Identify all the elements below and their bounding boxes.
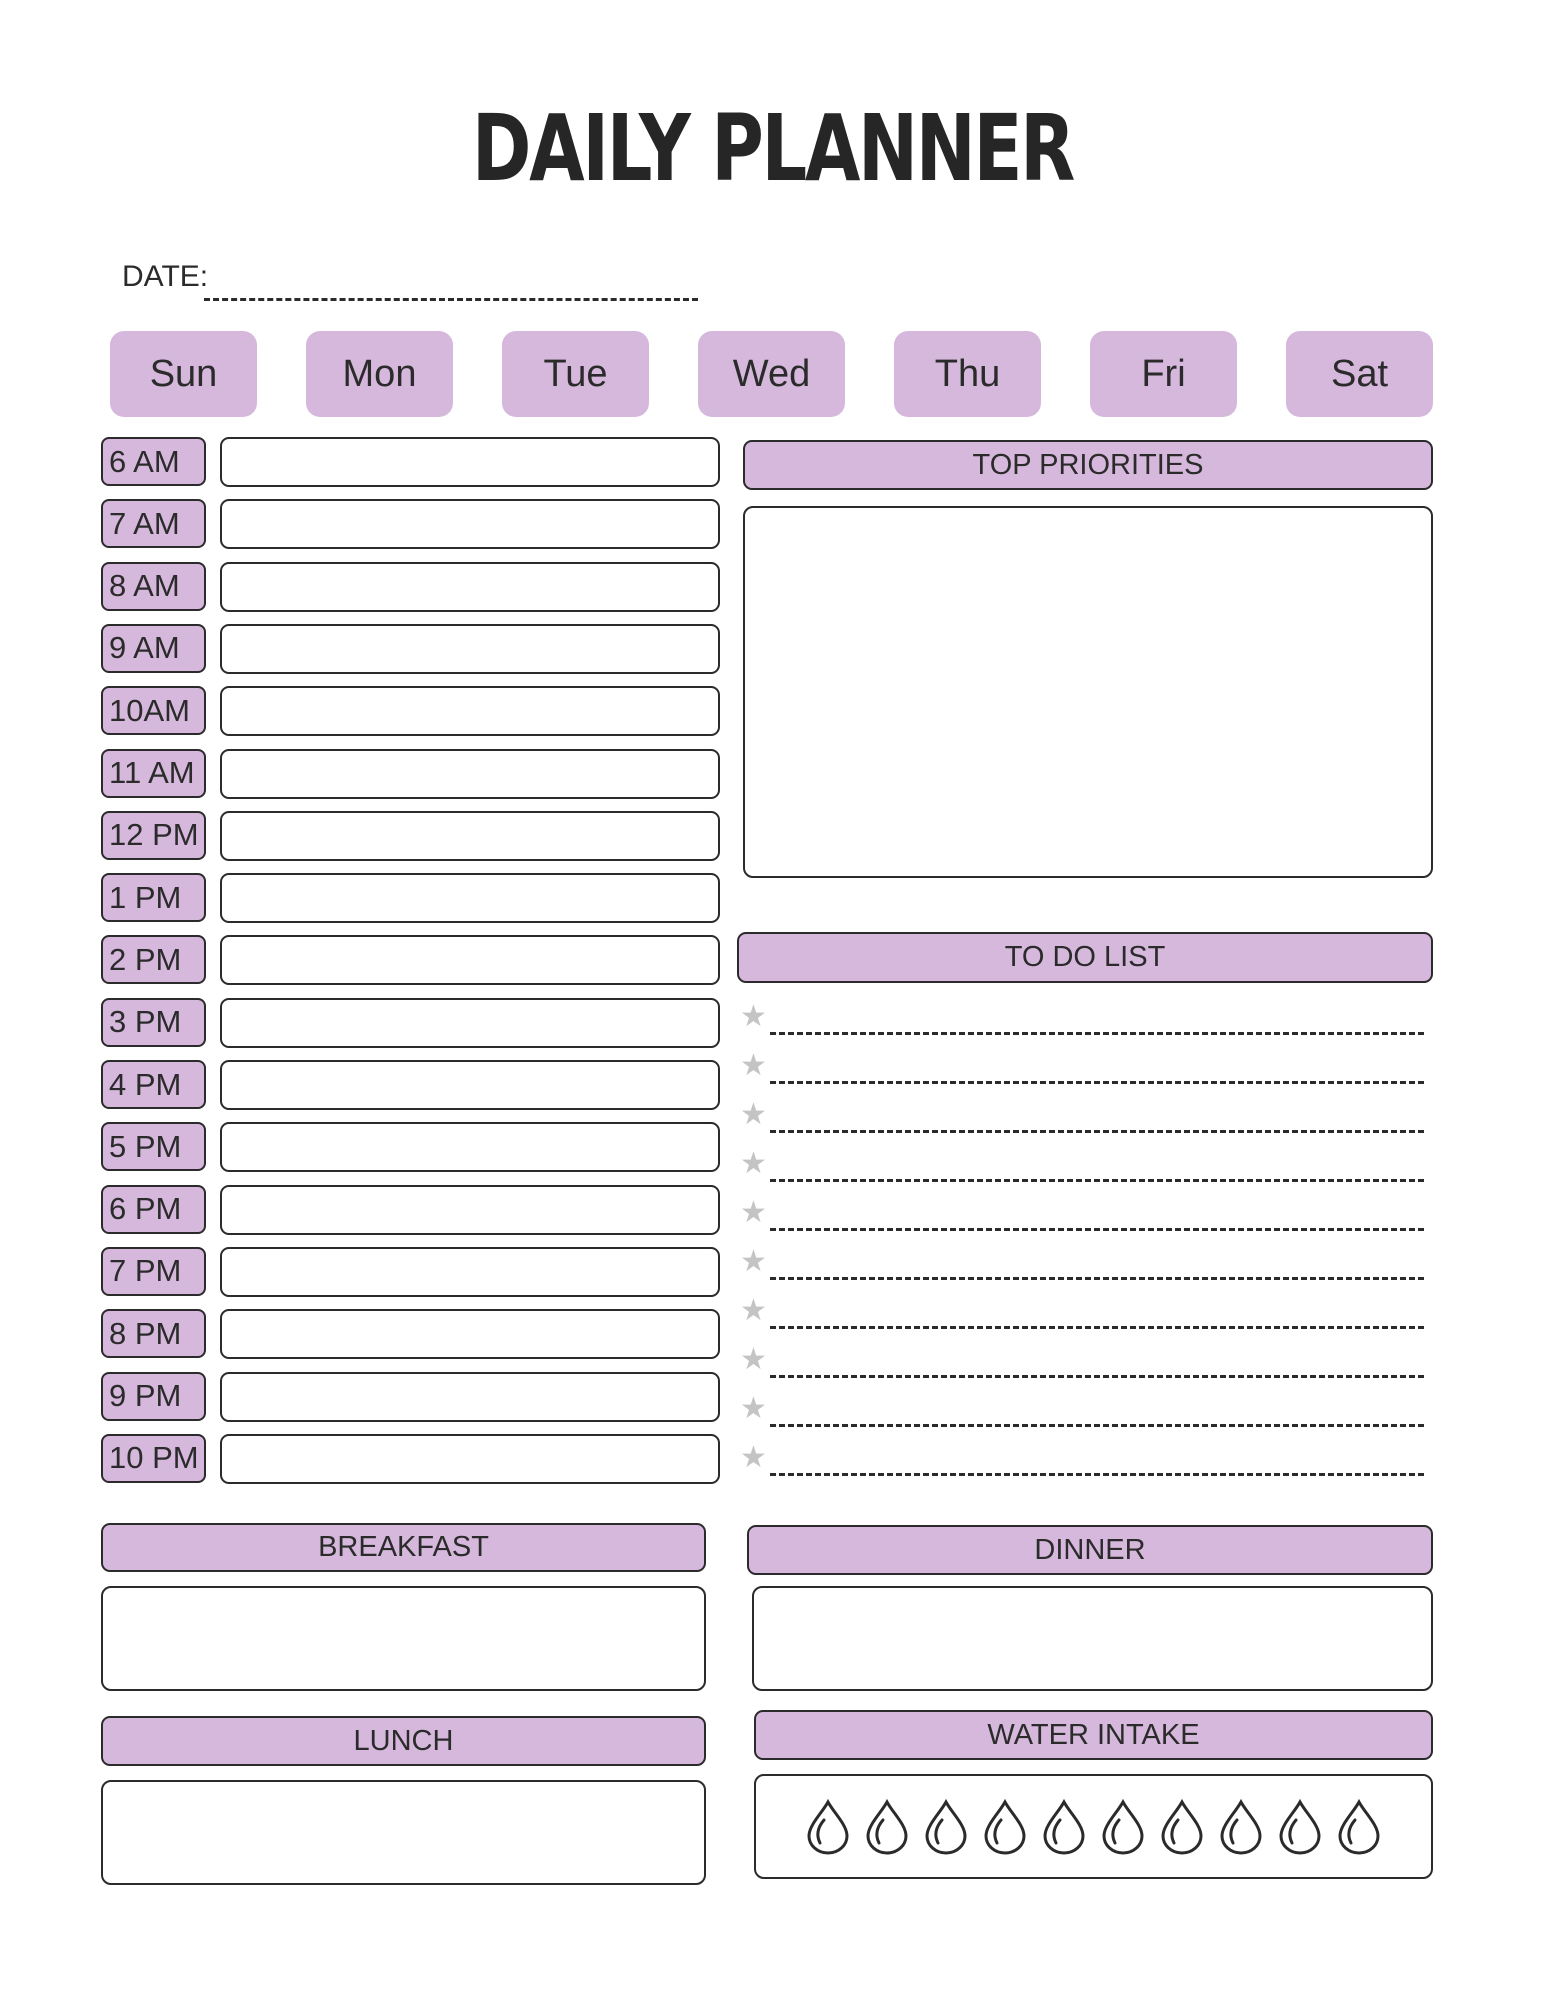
time-label: 5 PM: [101, 1122, 206, 1171]
star-icon: ★: [740, 1294, 767, 1327]
water-drop-icon[interactable]: [804, 1799, 852, 1855]
time-slot-input[interactable]: [220, 1060, 720, 1110]
star-icon: ★: [740, 1147, 767, 1180]
water-intake-header: [754, 1710, 1433, 1760]
dinner-title: DINNER: [1034, 1533, 1146, 1566]
star-icon: ★: [740, 1098, 767, 1131]
time-label: 8 AM: [101, 562, 206, 611]
day-wed-button[interactable]: Wed: [698, 331, 845, 417]
star-icon: ★: [740, 1196, 767, 1229]
water-intake-tracker: [754, 1774, 1433, 1879]
day-tue-button[interactable]: Tue: [502, 331, 649, 417]
time-slot-input[interactable]: [220, 1372, 720, 1422]
time-label: 1 PM: [101, 873, 206, 922]
water-drop-icon[interactable]: [922, 1799, 970, 1855]
time-slot-input[interactable]: [220, 437, 720, 487]
breakfast-box[interactable]: [101, 1586, 706, 1691]
dinner-box[interactable]: [752, 1586, 1433, 1691]
water-drop-icon[interactable]: [863, 1799, 911, 1855]
time-label: 8 PM: [101, 1309, 206, 1358]
time-label: 4 PM: [101, 1060, 206, 1109]
time-slot-input[interactable]: [220, 811, 720, 861]
todo-item-line[interactable]: [770, 1424, 1424, 1427]
breakfast-header: [101, 1523, 706, 1572]
star-icon: ★: [740, 1441, 767, 1474]
todo-item-line[interactable]: [770, 1277, 1424, 1280]
time-label: 11 AM: [101, 749, 206, 798]
lunch-title: LUNCH: [353, 1724, 454, 1757]
water-drop-icon[interactable]: [1276, 1799, 1324, 1855]
day-sun-button[interactable]: Sun: [110, 331, 257, 417]
lunch-header: [101, 1716, 706, 1766]
water-drop-icon[interactable]: [1158, 1799, 1206, 1855]
time-slot-input[interactable]: [220, 1122, 720, 1172]
water-drop-icon[interactable]: [1099, 1799, 1147, 1855]
day-thu-button[interactable]: Thu: [894, 331, 1041, 417]
time-label: 7 PM: [101, 1247, 206, 1296]
time-label: 12 PM: [101, 811, 206, 860]
todo-item-line[interactable]: [770, 1473, 1424, 1476]
top-priorities-title: TOP PRIORITIES: [972, 448, 1204, 481]
water-drop-icon[interactable]: [981, 1799, 1029, 1855]
todo-item-line[interactable]: [770, 1032, 1424, 1035]
time-label: 7 AM: [101, 499, 206, 548]
time-slot-input[interactable]: [220, 1434, 720, 1484]
dinner-header: [747, 1525, 1433, 1575]
time-label: 9 AM: [101, 624, 206, 673]
time-label: 9 PM: [101, 1372, 206, 1421]
time-slot-input[interactable]: [220, 624, 720, 674]
star-icon: ★: [740, 1392, 767, 1425]
page-title: DAILY PLANNER: [471, 95, 1074, 202]
time-label: 10AM: [101, 686, 206, 735]
date-field[interactable]: [204, 298, 698, 301]
time-slot-input[interactable]: [220, 935, 720, 985]
time-slot-input[interactable]: [220, 873, 720, 923]
star-icon: ★: [740, 1049, 767, 1082]
star-icon: ★: [740, 1245, 767, 1278]
time-slot-input[interactable]: [220, 749, 720, 799]
day-mon-button[interactable]: Mon: [306, 331, 453, 417]
water-drop-icon[interactable]: [1217, 1799, 1265, 1855]
top-priorities-box[interactable]: [743, 506, 1433, 878]
todo-title: TO DO LIST: [1004, 941, 1166, 973]
water-intake-title: WATER INTAKE: [987, 1718, 1200, 1751]
time-slot-input[interactable]: [220, 1185, 720, 1235]
star-icon: ★: [740, 1000, 767, 1033]
day-sat-button[interactable]: Sat: [1286, 331, 1433, 417]
time-slot-input[interactable]: [220, 562, 720, 612]
todo-item-line[interactable]: [770, 1179, 1424, 1182]
water-drop-icon[interactable]: [1040, 1799, 1088, 1855]
todo-item-line[interactable]: [770, 1081, 1424, 1084]
time-label: 3 PM: [101, 998, 206, 1047]
time-slot-input[interactable]: [220, 1247, 720, 1297]
star-icon: ★: [740, 1343, 767, 1376]
day-fri-button[interactable]: Fri: [1090, 331, 1237, 417]
time-slot-input[interactable]: [220, 998, 720, 1048]
todo-item-line[interactable]: [770, 1130, 1424, 1133]
time-slot-input[interactable]: [220, 686, 720, 736]
todo-item-line[interactable]: [770, 1326, 1424, 1329]
top-priorities-header: [743, 440, 1433, 490]
time-label: 6 PM: [101, 1185, 206, 1234]
todo-item-line[interactable]: [770, 1375, 1424, 1378]
time-slot-input[interactable]: [220, 1309, 720, 1359]
time-slot-input[interactable]: [220, 499, 720, 549]
lunch-box[interactable]: [101, 1780, 706, 1885]
todo-header: [737, 932, 1433, 983]
time-label: 2 PM: [101, 935, 206, 984]
breakfast-title: BREAKFAST: [318, 1531, 489, 1563]
water-drop-icon[interactable]: [1335, 1799, 1383, 1855]
time-label: 10 PM: [101, 1434, 206, 1483]
todo-item-line[interactable]: [770, 1228, 1424, 1231]
time-label: 6 AM: [101, 437, 206, 486]
date-label: DATE:: [122, 260, 209, 293]
